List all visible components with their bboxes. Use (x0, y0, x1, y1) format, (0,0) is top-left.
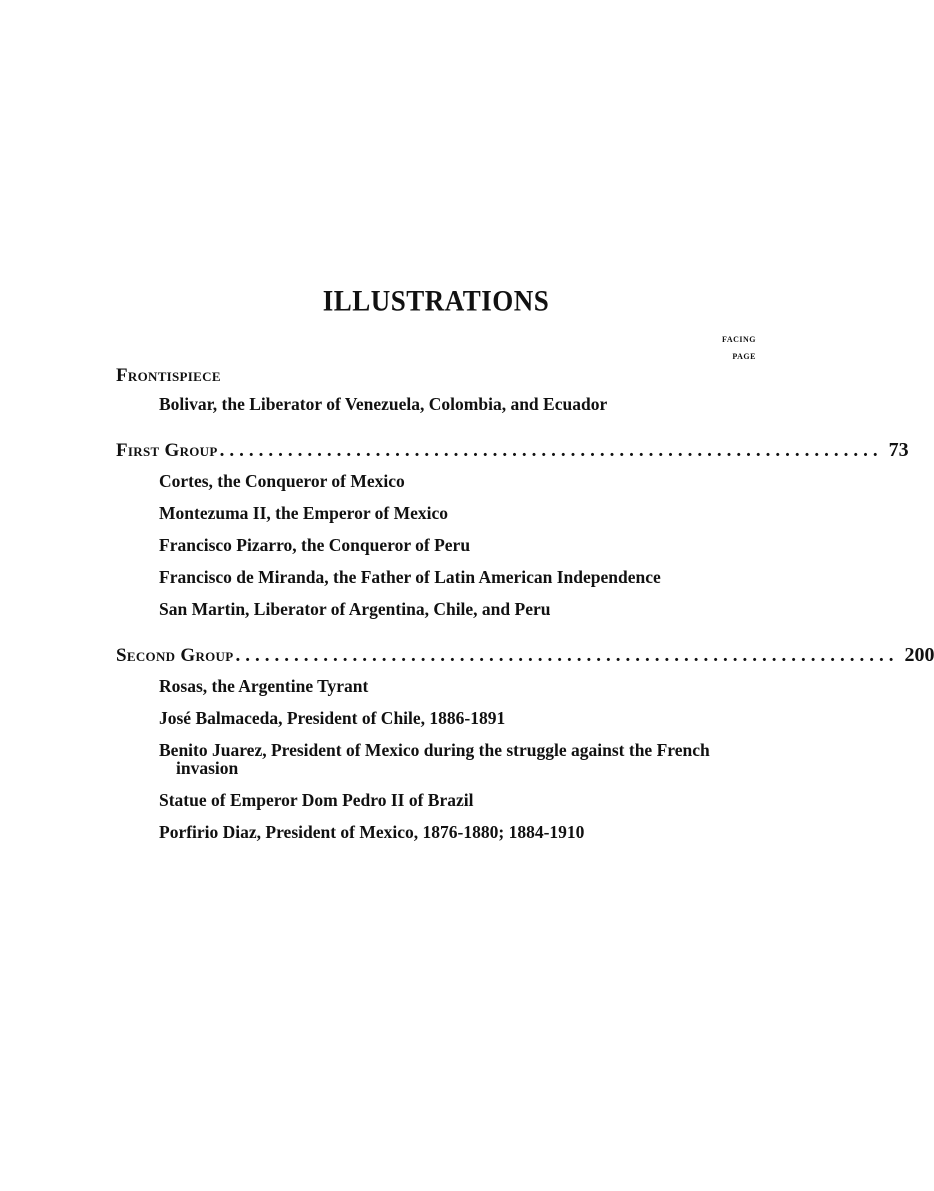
list-item: Porfirio Diaz, President of Mexico, 1876-1880; 1884-1910 (159, 822, 585, 842)
list-item: Cortes, the Conqueror of Mexico (159, 471, 405, 491)
illustrations-list (116, 284, 934, 867)
group-heading (116, 439, 909, 462)
group-name: Frontispiece (116, 365, 221, 386)
facing-page-label (116, 331, 756, 365)
list-item: José Balmaceda, President of Chile, 1886-1891 (159, 708, 506, 728)
group-name: Second Group (116, 645, 234, 666)
page-number: 73 (888, 439, 909, 461)
list-item: Bolivar, the Liberator of Venezuela, Colombia, and Ecuador (159, 394, 608, 414)
page-title: ILLUSTRATIONS (322, 284, 550, 318)
list-item: Benito Juarez, President of Mexico during the struggle against the French invasion (159, 740, 710, 778)
illustration-list (116, 395, 756, 413)
group-first (116, 439, 909, 619)
page-number: 200 (904, 644, 934, 666)
dot-leader: .................................................................... (219, 440, 883, 461)
group-heading (116, 644, 934, 667)
group-heading (116, 365, 756, 387)
list-item: Francisco de Miranda, the Father of Latin American Independence (159, 567, 661, 587)
list-item: San Martin, Liberator of Argentina, Chile, and Peru (159, 599, 551, 619)
group-name: First Group (116, 440, 218, 461)
list-item: Montezuma II, the Emperor of Mexico (159, 503, 449, 523)
group-second (116, 644, 934, 842)
dot-leader: .................................................................... (235, 645, 899, 666)
group-frontispiece (116, 365, 756, 413)
list-item: Francisco Pizarro, the Conqueror of Peru (159, 535, 471, 555)
illustration-list (116, 472, 756, 618)
facing-label-line-1: FACING (722, 335, 756, 344)
list-item: Rosas, the Argentine Tyrant (159, 676, 369, 696)
list-item: Statue of Emperor Dom Pedro II of Brazil (159, 790, 474, 810)
illustration-list (116, 677, 756, 841)
facing-label-line-2: PAGE (732, 352, 756, 361)
